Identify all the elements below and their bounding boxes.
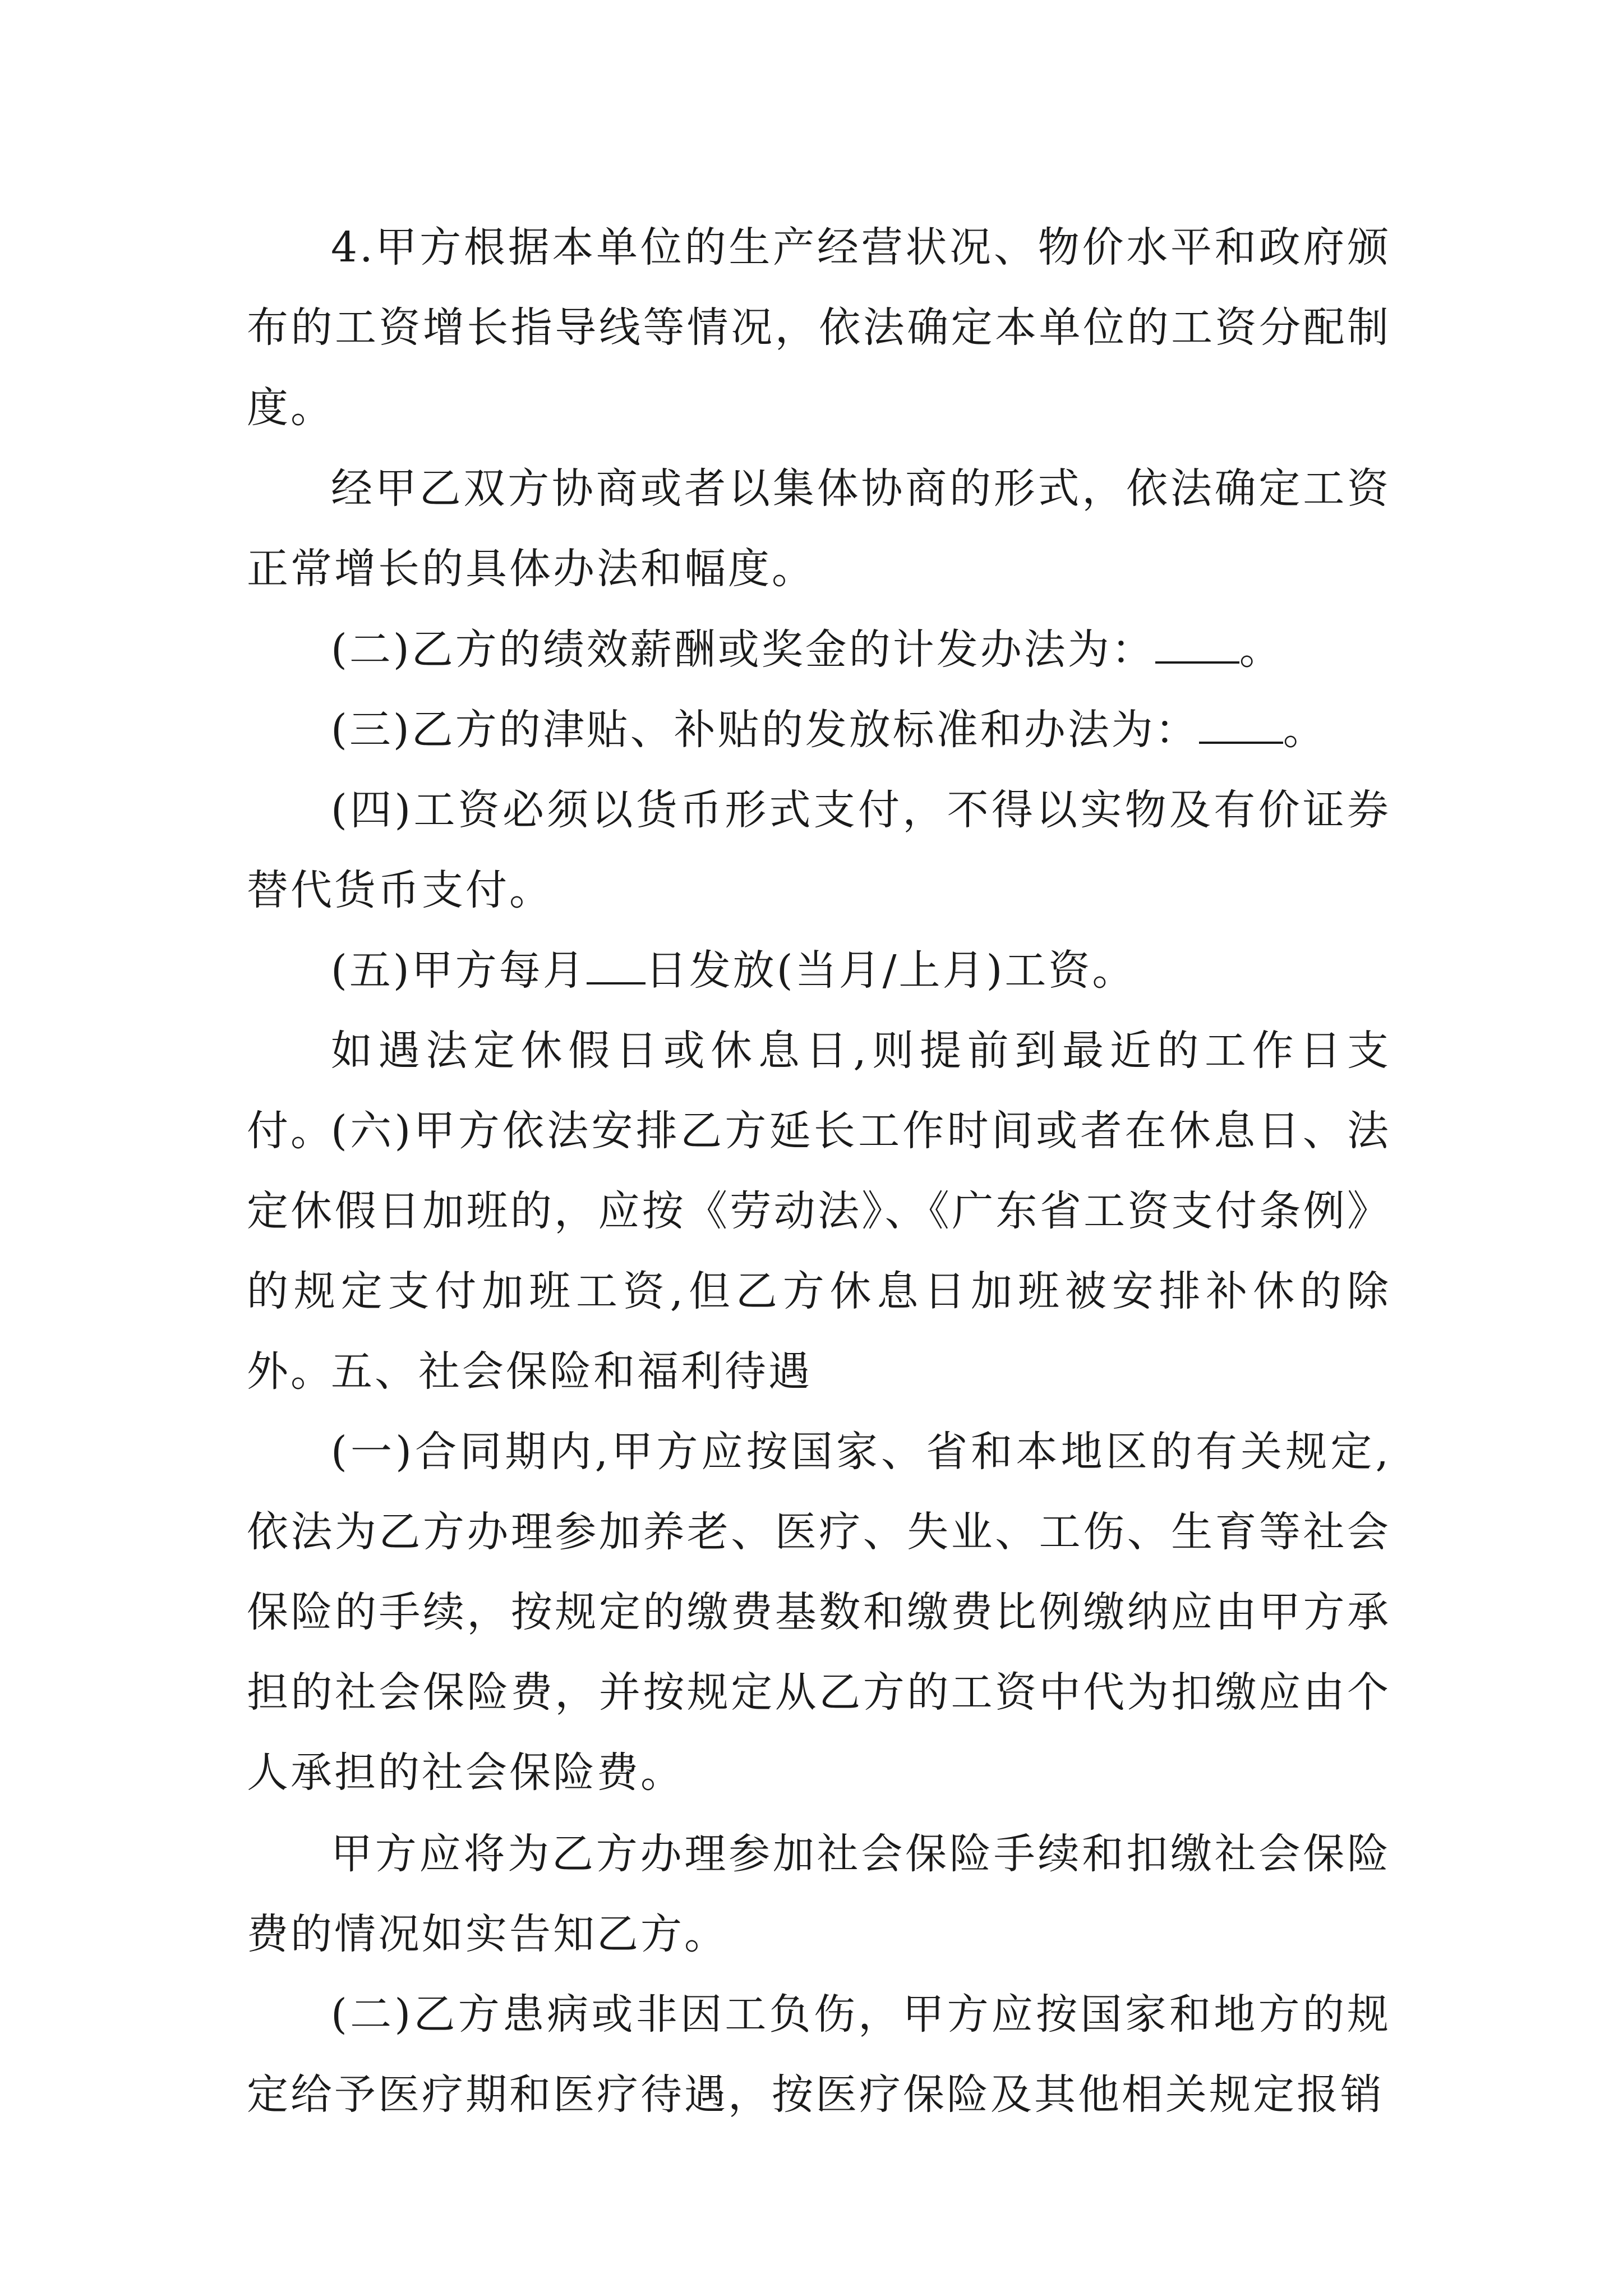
- paragraph-payday-text: (五)甲方每月: [331, 946, 587, 995]
- paragraph-allowance-end: 。: [1283, 706, 1327, 754]
- allowance-blank-line: [1199, 709, 1283, 744]
- paragraph-payday-end: 日发放(当月/上月)工资。: [645, 946, 1136, 995]
- paragraph-holiday-payment: 如遇法定休假日或休息日,则提前到最近的工作日支付。: [247, 1027, 1391, 1155]
- payday-blank-line: [587, 950, 645, 984]
- section-heading-social-insurance: 五、社会保险和福利待遇: [331, 1347, 812, 1396]
- paragraph-payday: [247, 931, 1391, 1011]
- paragraph-allowance-method: [247, 690, 1391, 770]
- paragraph-currency-payment: (四)工资必须以货币形式支付，不得以实物及有价证券替代货币支付。: [247, 786, 1391, 914]
- paragraph-wage-system: 4.甲方根据本单位的生产经营状况、物价水平和政府颁布的工资增长指导线等情况，依法确定本单位的工资分配制度。: [247, 223, 1391, 432]
- paragraph-social-insurance: (一)合同期内,甲方应按国家、省和本地区的有关规定,依法为乙方办理参加养老、医疗、失业、工伤、生育等社会保险的手续，按规定的缴费基数和缴费比例缴纳应由甲方承担的社会保险费，并按规定从乙方的工资中代为扣缴应由个人承担的社会保险费。: [247, 1428, 1391, 1797]
- paragraph-bonus-method: [247, 610, 1391, 690]
- paragraph-insurance-notice: 甲方应将为乙方办理参加社会保险手续和扣缴社会保险费的情况如实告知乙方。: [247, 1830, 1391, 1958]
- paragraph-medical-treatment: (二)乙方患病或非因工负伤，甲方应按国家和地方的规定给予医疗期和医疗待遇，按医疗保险及其他相关规定报销: [247, 1990, 1391, 2119]
- paragraph-bonus-end: 。: [1239, 625, 1283, 674]
- paragraph-wage-growth: 经甲乙双方协商或者以集体协商的形式，依法确定工资正常增长的具体办法和幅度。: [247, 464, 1391, 593]
- paragraph-bonus-text: (二)乙方的绩效薪酬或奖金的计发办法为：: [331, 625, 1155, 674]
- paragraph-overtime: (六)甲方依法安排乙方延长工作时间或者在休息日、法定休假日加班的，应按《劳动法》、《广东省工资支付条例》的规定支付加班工资,但乙方休息日加班被安排补休的除外。: [247, 1107, 1391, 1396]
- paragraph-allowance-text: (三)乙方的津贴、补贴的发放标准和办法为：: [331, 706, 1199, 754]
- bonus-blank-line: [1155, 629, 1239, 664]
